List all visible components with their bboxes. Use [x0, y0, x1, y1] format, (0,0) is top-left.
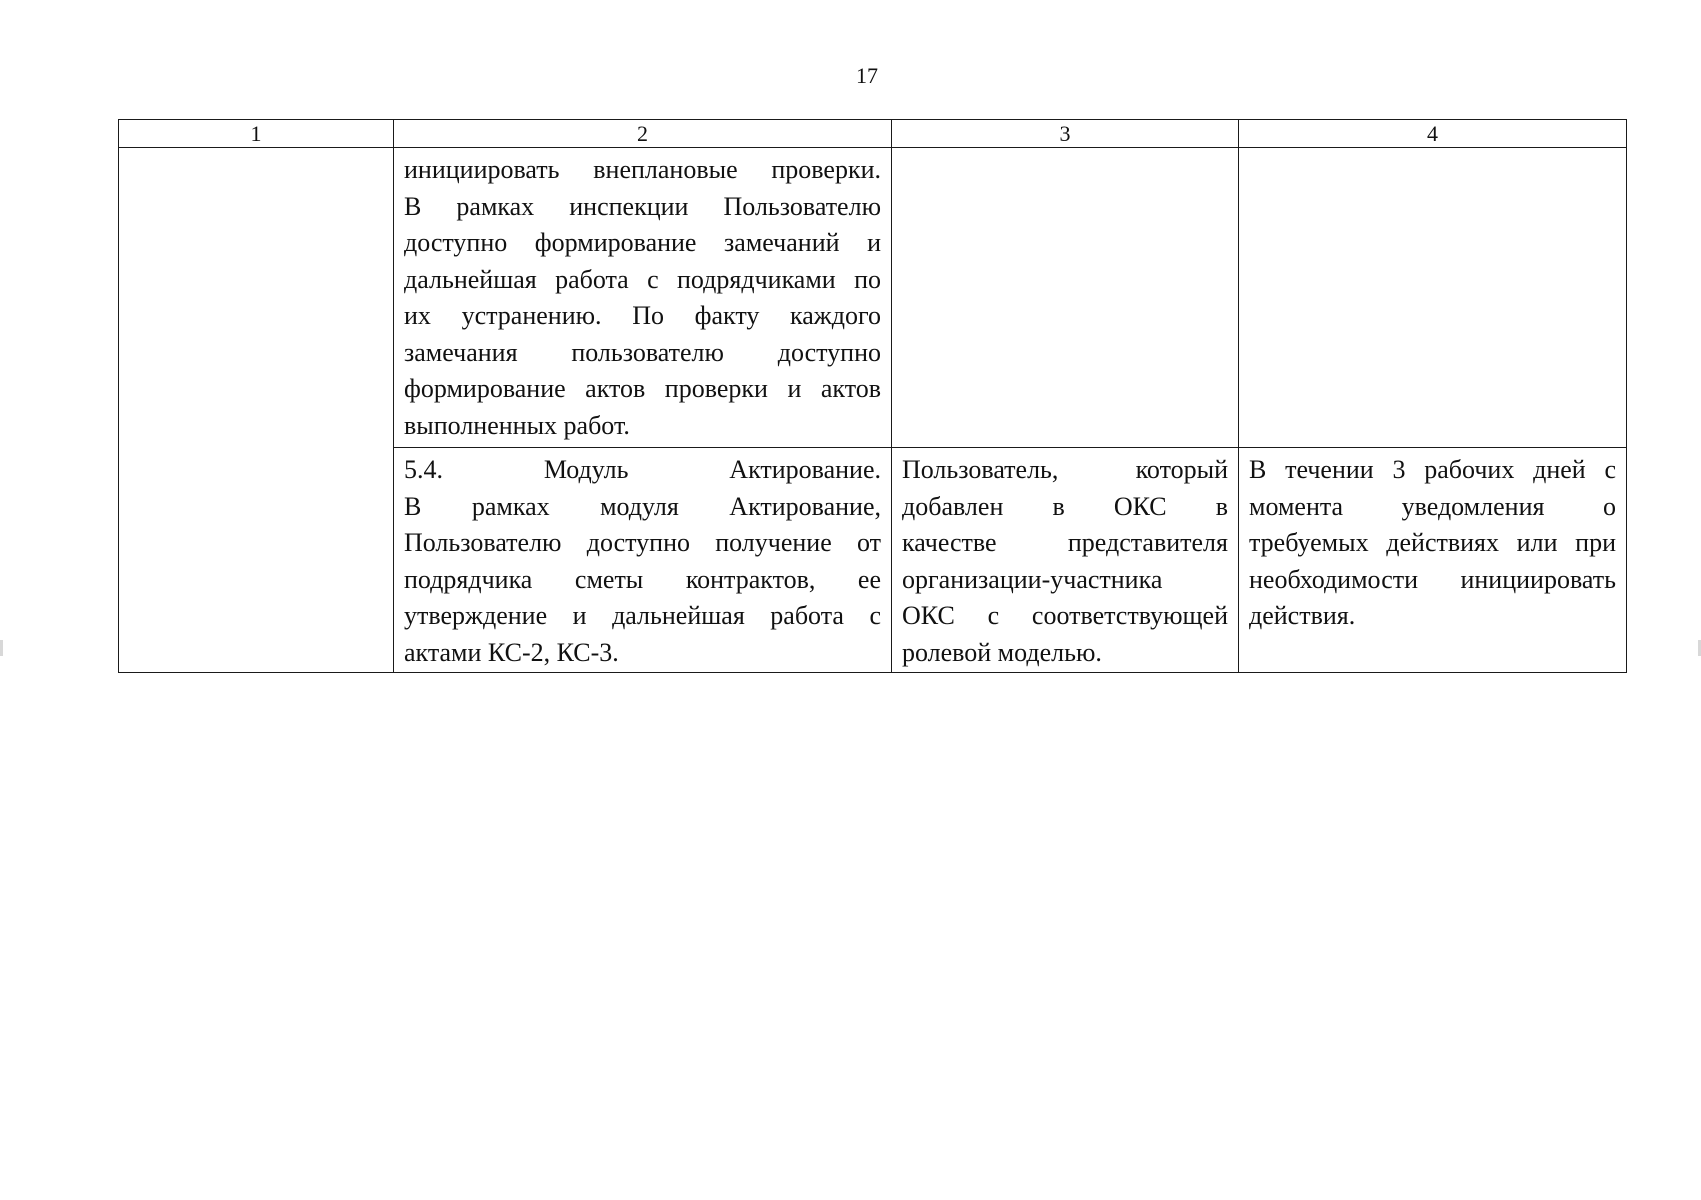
table-cell	[394, 448, 892, 673]
cell-text-line: утверждение и дальнейшая работа с	[404, 601, 881, 630]
cell-text-line: их устранению. По факту каждого	[404, 301, 881, 330]
cell-text-line: качестве представителя	[902, 528, 1228, 557]
column-header-2: 2	[394, 120, 892, 148]
cell-text-line: действия.	[1249, 601, 1356, 630]
table-cell	[892, 448, 1239, 673]
cell-text-line: момента уведомления о	[1249, 491, 1616, 521]
cell-text-line: ролевой моделью.	[902, 637, 1102, 667]
cell-text-line: добавлен в ОКС в	[902, 491, 1228, 521]
cell-text-line: необходимости инициировать	[1249, 564, 1616, 594]
cell-text-line: Пользователь, который	[902, 455, 1228, 484]
cell-text-line: В рамках инспекции Пользователю	[404, 191, 881, 221]
column-header-4: 4	[1239, 120, 1627, 148]
cell-text-line: организации-участника	[902, 564, 1163, 594]
cell-text-line: актами КС-2, КС-3.	[404, 637, 619, 667]
cell-text-line: подрядчика сметы контрактов, ее	[404, 564, 881, 594]
cell-text-line: В рамках модуля Актирование,	[404, 491, 881, 521]
table-cell	[394, 148, 892, 448]
document-table	[118, 119, 1627, 673]
table-cell	[892, 148, 1239, 448]
cell-text-line: формирование актов проверки и актов	[404, 374, 881, 403]
table-row	[119, 148, 1627, 448]
cell-text-line: Пользователю доступно получение от	[404, 528, 881, 557]
table-cell	[119, 148, 394, 673]
cell-text-line: В течении 3 рабочих дней с	[1249, 455, 1616, 484]
cell-text-line: замечания пользователю доступно	[404, 337, 881, 367]
cell-text-line: требуемых действиях или при	[1249, 528, 1616, 557]
column-header-1: 1	[119, 120, 394, 148]
cell-text-line: ОКС с соответствующей	[902, 601, 1228, 630]
cell-text-line: инициировать внеплановые проверки.	[404, 155, 881, 184]
table-header-row	[119, 120, 1627, 148]
scan-edge-mark	[0, 640, 3, 656]
column-header-3: 3	[892, 120, 1239, 148]
cell-text-line: выполненных работ.	[404, 410, 630, 440]
table-cell	[1239, 448, 1627, 673]
cell-text-line: доступно формирование замечаний и	[404, 228, 881, 257]
table-cell	[1239, 148, 1627, 448]
cell-text-line: дальнейшая работа с подрядчиками по	[404, 264, 881, 294]
cell-text-line: 5.4. Модуль Актирование.	[404, 455, 881, 484]
page-number: 17	[856, 63, 878, 88]
